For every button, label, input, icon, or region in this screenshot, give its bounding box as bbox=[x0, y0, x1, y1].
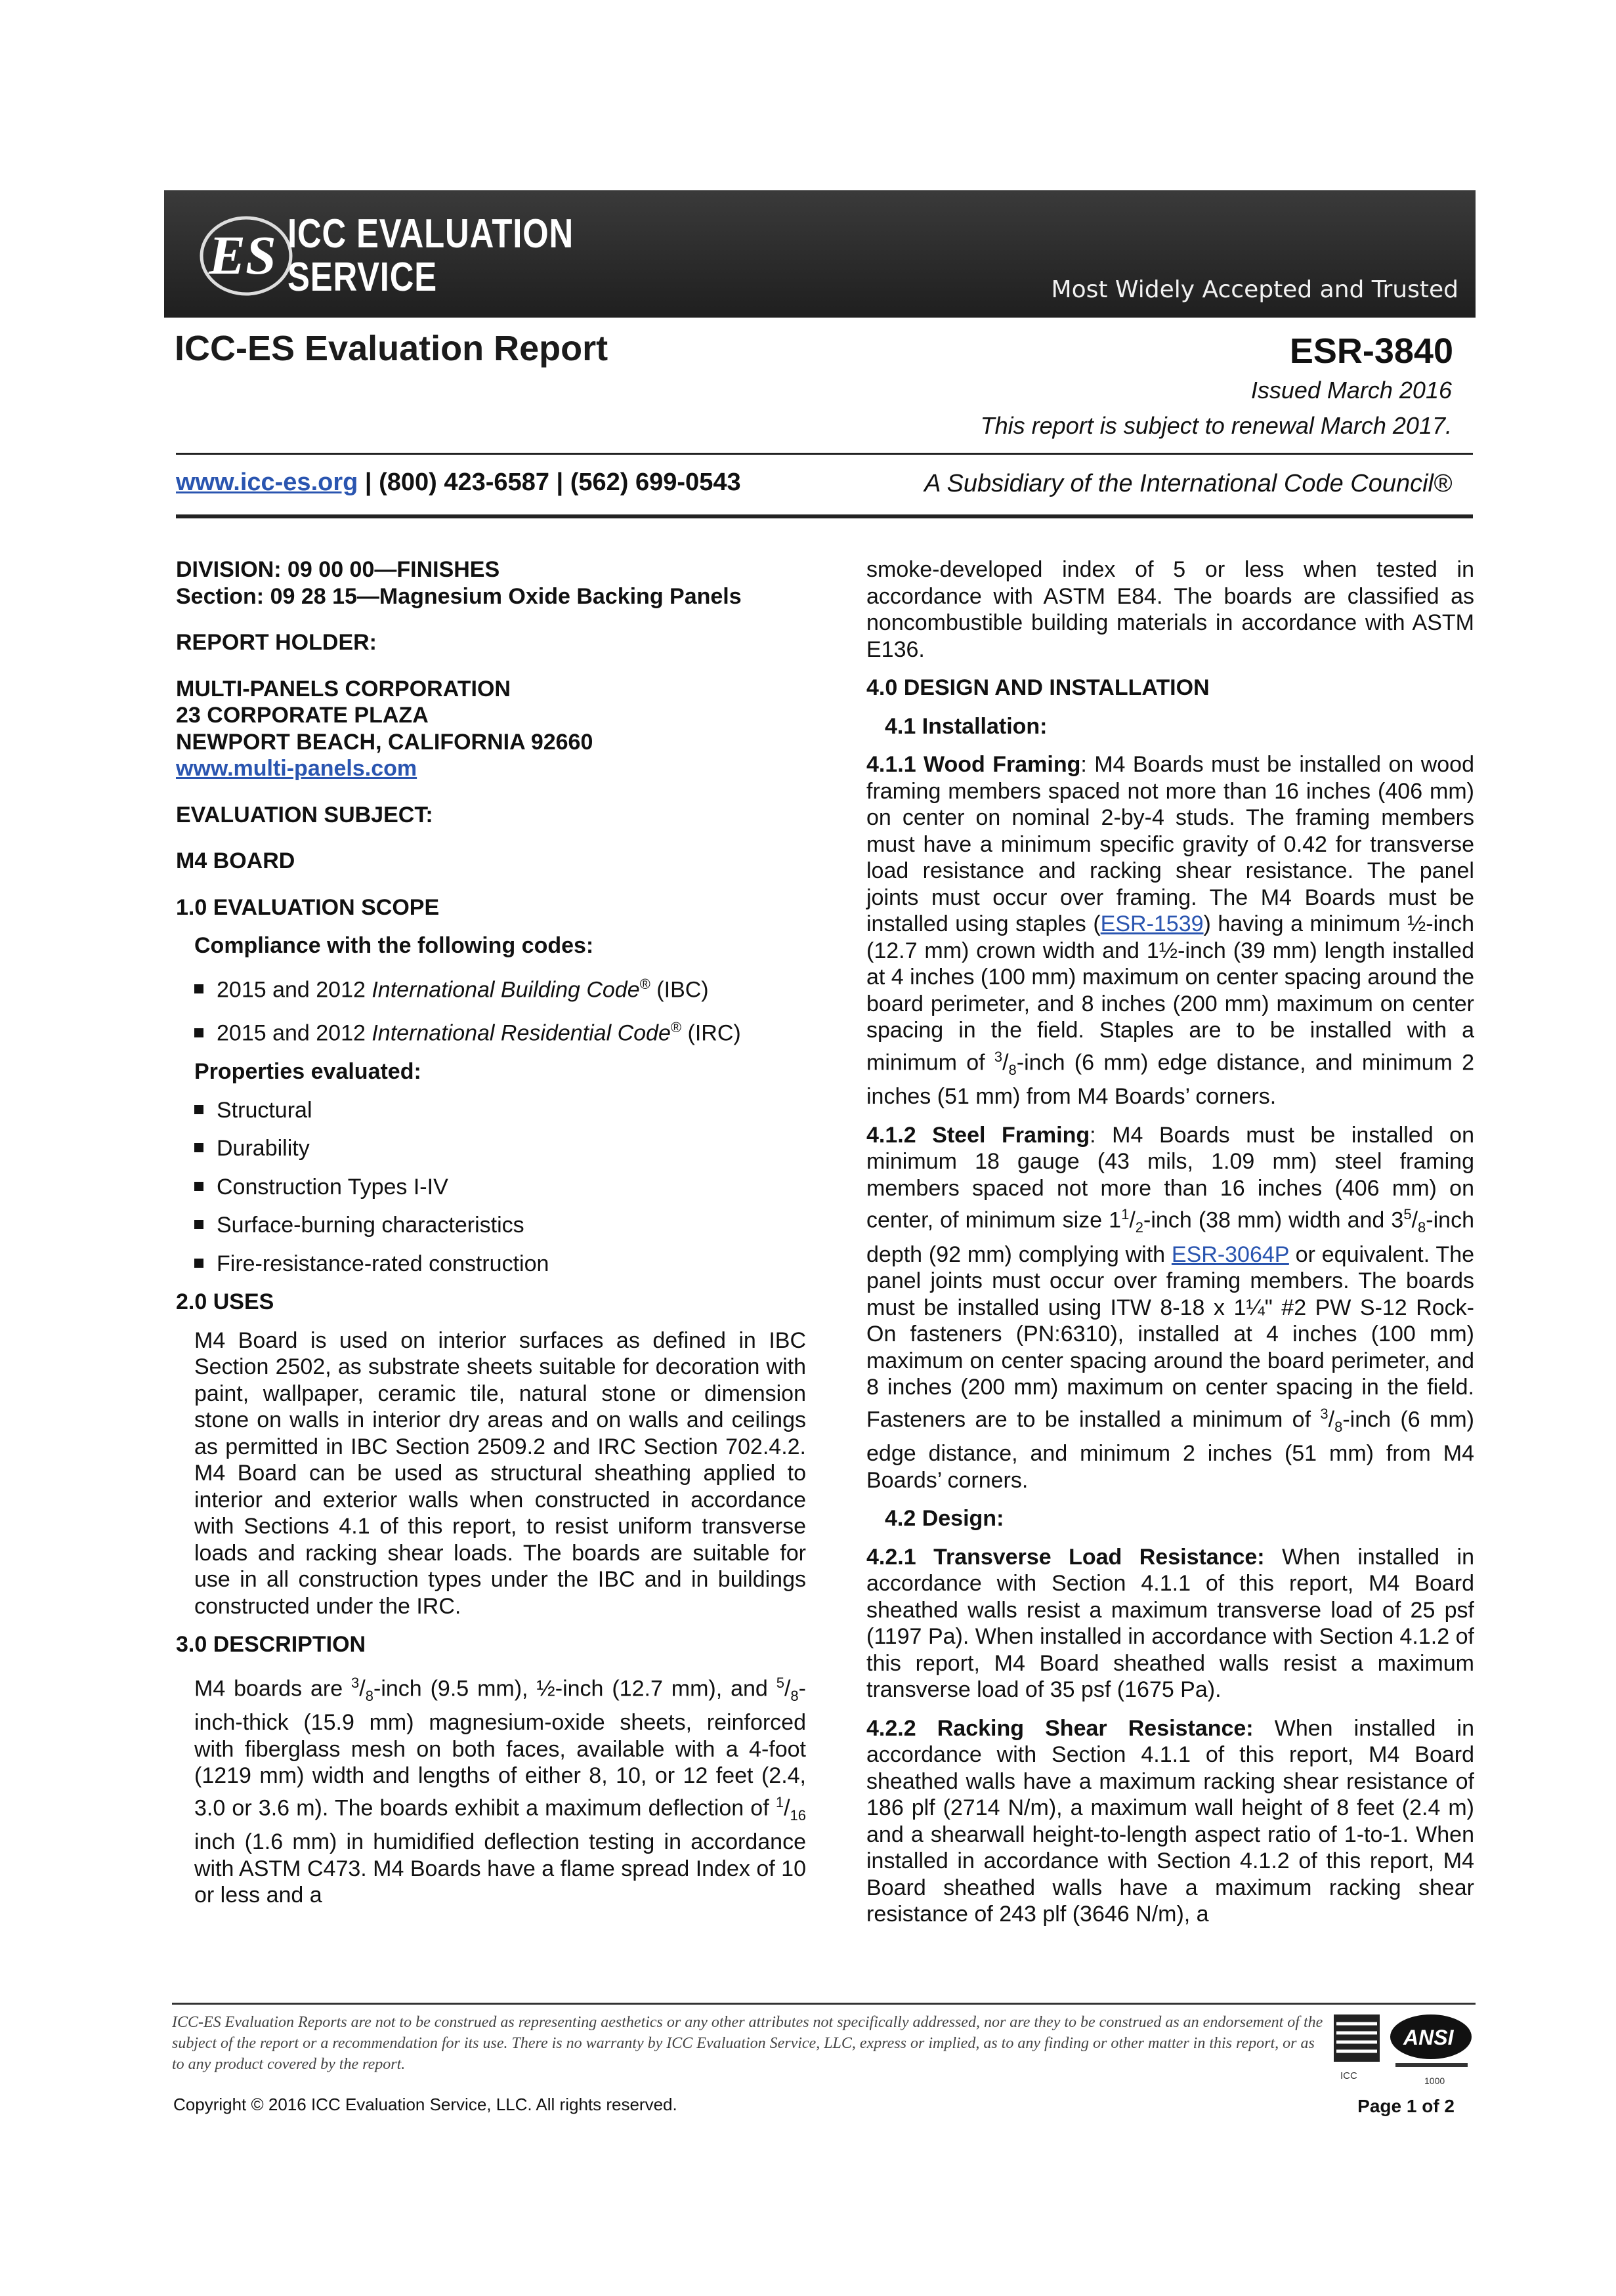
property-item: Fire-resistance-rated construction bbox=[176, 1251, 806, 1278]
properties-label: Properties evaluated: bbox=[194, 1059, 421, 1085]
compliance-label: Compliance with the following codes: bbox=[194, 933, 594, 958]
property-item: Structural bbox=[176, 1097, 806, 1124]
header-rule-top bbox=[176, 453, 1473, 455]
logo-letters: ES bbox=[209, 225, 276, 286]
banner-title: ICC EVALUATION SERVICE bbox=[287, 211, 574, 300]
description-text: M4 boards are $^3/_8$-inch (9.5 mm), ½-inch (12.7 mm), and $^5/_8-inch$-thick (15.9 mm) magnesium-oxide sheets, reinforced with fiberglass mesh on both faces, available with a 4-foot (1219 mm) width and lengths of either 8, 10, or 12 feet (2.4, 3.0 or 3.6 m). The boards exhibit a maximum deflection of $^1/_{16}$ inch (1.6 mm) in humidified deflection testing in accordance with ASTM C473. M4 Boards have a flame spread Index of 10 or less and a bbox=[194, 1674, 806, 1908]
subsidiary-note: A Subsidiary of the International Code Council® bbox=[924, 470, 1452, 497]
right-column bbox=[866, 556, 1474, 1928]
phone-1: (800) 423-6587 bbox=[379, 469, 549, 496]
disclaimer: ICC-ES Evaluation Reports are not to be construed as representing aesthetics or any other attributes not specifically addressed, nor are they to be construed as an endorsement of the subject of the report or a recommendation for its use. There is no warranty by ICC Evaluation Service, LLC, express or implied, as to any finding or other matter in this report, or as to any product covered by the report. bbox=[172, 2014, 1323, 2073]
header-rule-bottom bbox=[176, 514, 1473, 518]
description-heading: 3.0 DESCRIPTION bbox=[176, 1632, 366, 1658]
racking-shear-text: 4.2.2 Racking Shear Resistance: When installed in accordance with Section 4.1.1 of this report, M4 Board sheathed walls have a maximum racking shear resistance of 186 plf (2714 N/m), a maximum wall height of 8 feet (2.4 m) and a shearwall height-to-length aspect ratio of 1-to-1. When installed in accordance with Section 4.1.2 of this report, M4 Board sheathed walls have a maximum racking shear resistance of 243 plf (3646 N/m), a bbox=[866, 1715, 1474, 1927]
banner-tagline: Most Widely Accepted and Trusted bbox=[1051, 276, 1458, 303]
code-ibc: 2015 and 2012 International Building Code® (IBC) bbox=[176, 971, 806, 1003]
footer-rule bbox=[172, 2003, 1476, 2005]
holder-website-link[interactable]: www.multi-panels.com bbox=[176, 756, 417, 781]
website-link[interactable]: www.icc-es.org bbox=[176, 469, 358, 496]
ansi-logo-icon bbox=[1390, 2014, 1472, 2086]
issued-date: Issued March 2016 bbox=[1250, 377, 1452, 404]
section: Section: 09 28 15—Magnesium Oxide Backing Panels bbox=[176, 583, 742, 609]
icc-es-logo-icon bbox=[197, 205, 295, 303]
header-banner bbox=[164, 190, 1476, 318]
svg-text:1000: 1000 bbox=[1424, 2076, 1445, 2086]
wood-framing-text: 4.1.1 Wood Framing: M4 Boards must be installed on wood framing members spaced not more than 16 inches (406 mm) on center on nominal 2-by-4 studs. The framing members must have a minimum specific gravity of 0.42 for transverse load resistance and racking shear resistance. The panel joints must occur over framing. The M4 Boards must be installed using staples (ESR-1539) having a minimum ½-inch (12.7 mm) crown width and 1½-inch (39 mm) length installed at 4 inches (100 mm) maximum on center spacing around the board perimeter, and 8 inches (200 mm) maximum on center spacing in the field. Staples are to be installed with a minimum of $^3/_8$-inch (6 mm) edge distance, and minimum 2 inches (51 mm) from M4 Boards’ corners. bbox=[866, 752, 1475, 1110]
evaluation-subject: M4 BOARD bbox=[176, 848, 295, 873]
design-installation-heading: 4.0 DESIGN AND INSTALLATION bbox=[866, 675, 1210, 700]
esr-1539-link[interactable]: ESR-1539 bbox=[1100, 911, 1204, 936]
uses-text: M4 Board is used on interior surfaces as defined in IBC Section 2502, as substrate sheets suitable for decoration with paint, wallpaper, ceramic tile, natural stone or dimension stone on walls in interior dry areas and on walls and ceilings as permitted in IBC Section 2509.2 and IRC Section 702.4.2. M4 Board can be used as structural sheathing applied to interior and exterior walls when constructed in accordance with Sections 4.1 of this report, to resist uniform transverse loads and racking shear loads. The boards are suitable for use in all construction types under the IBC and in buildings constructed under the IRC. bbox=[194, 1327, 806, 1619]
evaluation-subject-label: EVALUATION SUBJECT: bbox=[176, 802, 433, 827]
steel-framing-text: 4.1.2 Steel Framing: M4 Boards must be installed on minimum 18 gauge (43 mils, 1.09 mm) steel framing members spaced not more than 16 inches (406 mm) on center, of minimum size $1^1/_2$-inch (38 mm) width and $3^5/_8$-inch depth (92 mm) complying with ESR-3064P or equivalent. The panel joints must occur over framing members. The boards must be installed using ITW 8-18 x 1¼" #2 PW S-12 Rock-On fasteners (PN:6310), installed at 4 inches (100 mm) maximum on center spacing around the board perimeter, and 8 inches (200 mm) maximum on center spacing in the field. Fasteners are to be installed a minimum of $^3/_8$-inch (6 mm) edge distance, and minimum 2 inches (51 mm) from M4 Boards’ corners. bbox=[866, 1122, 1475, 1493]
holder-address-1: 23 CORPORATE PLAZA bbox=[176, 703, 429, 728]
copyright: Copyright © 2016 ICC Evaluation Service, LLC. All rights reserved. bbox=[173, 2095, 677, 2114]
property-item: Durability bbox=[176, 1135, 806, 1162]
left-column bbox=[176, 556, 806, 1909]
uses-heading: 2.0 USES bbox=[176, 1289, 274, 1315]
icc-logo-icon bbox=[1334, 2014, 1380, 2081]
phone-2: (562) 699-0543 bbox=[570, 469, 741, 496]
contact-line: www.icc-es.org | (800) 423-6587 | (562) 699-0543 bbox=[176, 469, 741, 496]
division: DIVISION: 09 00 00—FINISHES bbox=[176, 557, 500, 582]
page-number: Page 1 of 2 bbox=[1357, 2096, 1455, 2116]
code-irc: 2015 and 2012 International Residential Code® (IRC) bbox=[176, 1014, 806, 1047]
svg-text:ICC: ICC bbox=[1340, 2070, 1357, 2081]
description-continued: smoke-developed index of 5 or less when tested in accordance with ASTM E84. The boards are classified as noncombustible building materials in accordance with ASTM E136. bbox=[866, 557, 1474, 662]
esr-3064p-link[interactable]: ESR-3064P bbox=[1171, 1242, 1289, 1267]
scope-heading: 1.0 EVALUATION SCOPE bbox=[176, 894, 440, 920]
installation-heading: 4.1 Installation: bbox=[885, 713, 1048, 739]
property-item: Construction Types I-IV bbox=[176, 1174, 806, 1201]
report-holder-label: REPORT HOLDER: bbox=[176, 630, 377, 655]
transverse-load-text: 4.2.1 Transverse Load Resistance: When installed in accordance with Section 4.1.1 of this report, M4 Board sheathed walls resist a maximum transverse load of 25 psf (1197 Pa). When installed in accordance with Section 4.1.2 of this report, M4 Board sheathed walls resist a maximum transverse load of 35 psf (1675 Pa). bbox=[866, 1544, 1474, 1703]
certification-logos bbox=[1332, 2011, 1477, 2089]
svg-text:ANSI: ANSI bbox=[1403, 2026, 1454, 2049]
holder-address-2: NEWPORT BEACH, CALIFORNIA 92660 bbox=[176, 729, 593, 755]
renewal-note: This report is subject to renewal March 2017. bbox=[980, 412, 1452, 439]
report-number: ESR-3840 bbox=[1289, 331, 1453, 371]
report-title: ICC-ES Evaluation Report bbox=[175, 329, 608, 368]
property-item: Surface-burning characteristics bbox=[176, 1212, 806, 1239]
design-heading: 4.2 Design: bbox=[885, 1506, 1004, 1532]
holder-name: MULTI-PANELS CORPORATION bbox=[176, 676, 511, 701]
